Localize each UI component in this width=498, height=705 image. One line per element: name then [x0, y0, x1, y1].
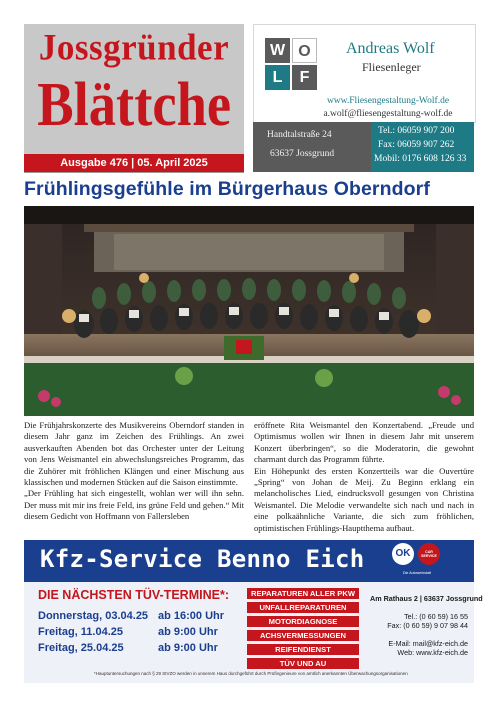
advertiser-address [253, 122, 371, 172]
paragraph: eröffnete Rita Weismantel den Konzertabend. „Freude und Optimismus wollen wir Ihnen in diesem Jahr mit unserem Konzert überbringen“, so die Moderatorin, die gewohnt charmant durch das Programm führte. [254, 420, 474, 465]
service-item: MOTORDIAGNOSE [247, 616, 359, 627]
tuv-date: Freitag, 11.04.25 [38, 626, 123, 638]
logo-letter: F [292, 65, 317, 90]
service-item: REPARATUREN ALLER PKW [247, 588, 359, 599]
tuv-time: ab 9:00 Uhr [158, 626, 218, 638]
kfz-title: Kfz-Service Benno Eich [40, 545, 365, 573]
car-service-badge [418, 543, 440, 565]
logo-letter: O [292, 38, 317, 63]
advertiser-website[interactable]: www.Fliesengestaltung-Wolf.de [326, 96, 450, 106]
service-item: ACHSVERMESSUNGEN [247, 630, 359, 641]
kfz-email[interactable]: E-Mail: mail@kfz-eich.de [388, 639, 468, 648]
ok-badge [392, 543, 414, 565]
service-item: UNFALLREPARATUREN [247, 602, 359, 613]
issue-banner: Ausgabe 476 | 05. April 2025 [24, 154, 244, 172]
ok-badge-label: OK [395, 548, 411, 559]
masthead-title-line1: Jossgründer [38, 27, 230, 68]
advertiser-phones [371, 122, 474, 172]
concert-photo [24, 206, 474, 416]
tuv-date: Freitag, 25.04.25 [38, 642, 124, 654]
advertiser-email[interactable]: a.wolf@fliesengestaltung-wolf.de [323, 109, 453, 119]
tuv-time: ab 9:00 Uhr [158, 642, 218, 654]
kfz-web[interactable]: Web: www.kfz-eich.de [397, 648, 468, 657]
service-item: REIFENDIENST [247, 644, 359, 655]
kfz-tel: Tel.: (0 60 59) 16 55 [404, 612, 468, 621]
tuv-date: Donnerstag, 03.04.25 [38, 610, 149, 622]
logo-letter: W [265, 38, 290, 63]
masthead-divider [24, 172, 244, 173]
ad-wolf [253, 24, 476, 123]
phone-mobile: Mobil: 0176 608 126 33 [374, 154, 467, 164]
paragraph: Ein Höhepunkt des ersten Konzertteils war die Ouvertüre „Spring“ von Johan de Meij. Zu Beginn erklang ein melancholisches Lied, eindrucksvoll gesungen von Christina Weismantel. Die Melodie verwandelte sich nach und nach in eine polkaähnliche Variante, die sich zum fröhlichen, optimistischen Frühlings-Hauptthema aufbaut. [254, 465, 474, 533]
masthead-title-line2: Blättche [37, 71, 232, 139]
tuv-time: ab 16:00 Uhr [158, 610, 225, 622]
badge-caption: Die Autowerkstatt [403, 571, 431, 575]
advertiser-trade: Fliesenleger [362, 60, 421, 74]
paragraph: Die Frühjahrskonzerte des Musikvereins Oberndorf standen in diesem Jahr ganz im Zeichen des Frühlings. An zwei ausverkauften Abenden bot das Orchester unter der Leitung von Jens Weismantel ein abwechslungsreiches Programm, das die Zuhörer mit fröhlichen Klängen und einer Mischung aus klassischen und modernen Stücken auf die Saison einstimmte. [24, 420, 244, 488]
logo-letter: L [265, 65, 290, 90]
address-street: Handtalstraße 24 [267, 130, 332, 140]
phone-fax: Fax: 06059 907 262 [378, 140, 455, 150]
tuv-title: DIE NÄCHSTEN TÜV-TERMINE*: [38, 588, 229, 602]
kfz-footnote: *Hauptuntersuchungen nach § 29 StVZO werden in unserem Haus durchgeführt durch Prüfingenieure von amtlich anerkannten Überwachungsorganisationen [94, 671, 408, 676]
ad-kfz [24, 540, 483, 683]
article-column-1 [24, 420, 244, 523]
article-headline: Frühlingsgefühle im Bürgerhaus Oberndorf [24, 178, 430, 200]
car-service-label: CAR SERVICE [421, 549, 437, 558]
kfz-address: Am Rathaus 2 | 63637 Jossgrund [370, 594, 483, 603]
service-item: TÜV UND AU [247, 658, 359, 669]
advertiser-name: Andreas Wolf [346, 40, 435, 57]
address-city: 63637 Jossgrund [270, 149, 335, 159]
phone-tel: Tel.: 06059 907 200 [378, 126, 455, 136]
article-column-2 [254, 420, 474, 534]
paragraph: „Der Frühling hat sich eingestellt, wohlan wer will ihn sehn. Der muss mit mir ins freie Feld, ins grüne Feld und gehen.“ Mit diesem Gedicht von Hoffmann von Fallersleben [24, 488, 244, 522]
kfz-fax: Fax: (0 60 59) 9 07 98 44 [387, 621, 468, 630]
masthead [24, 24, 244, 172]
